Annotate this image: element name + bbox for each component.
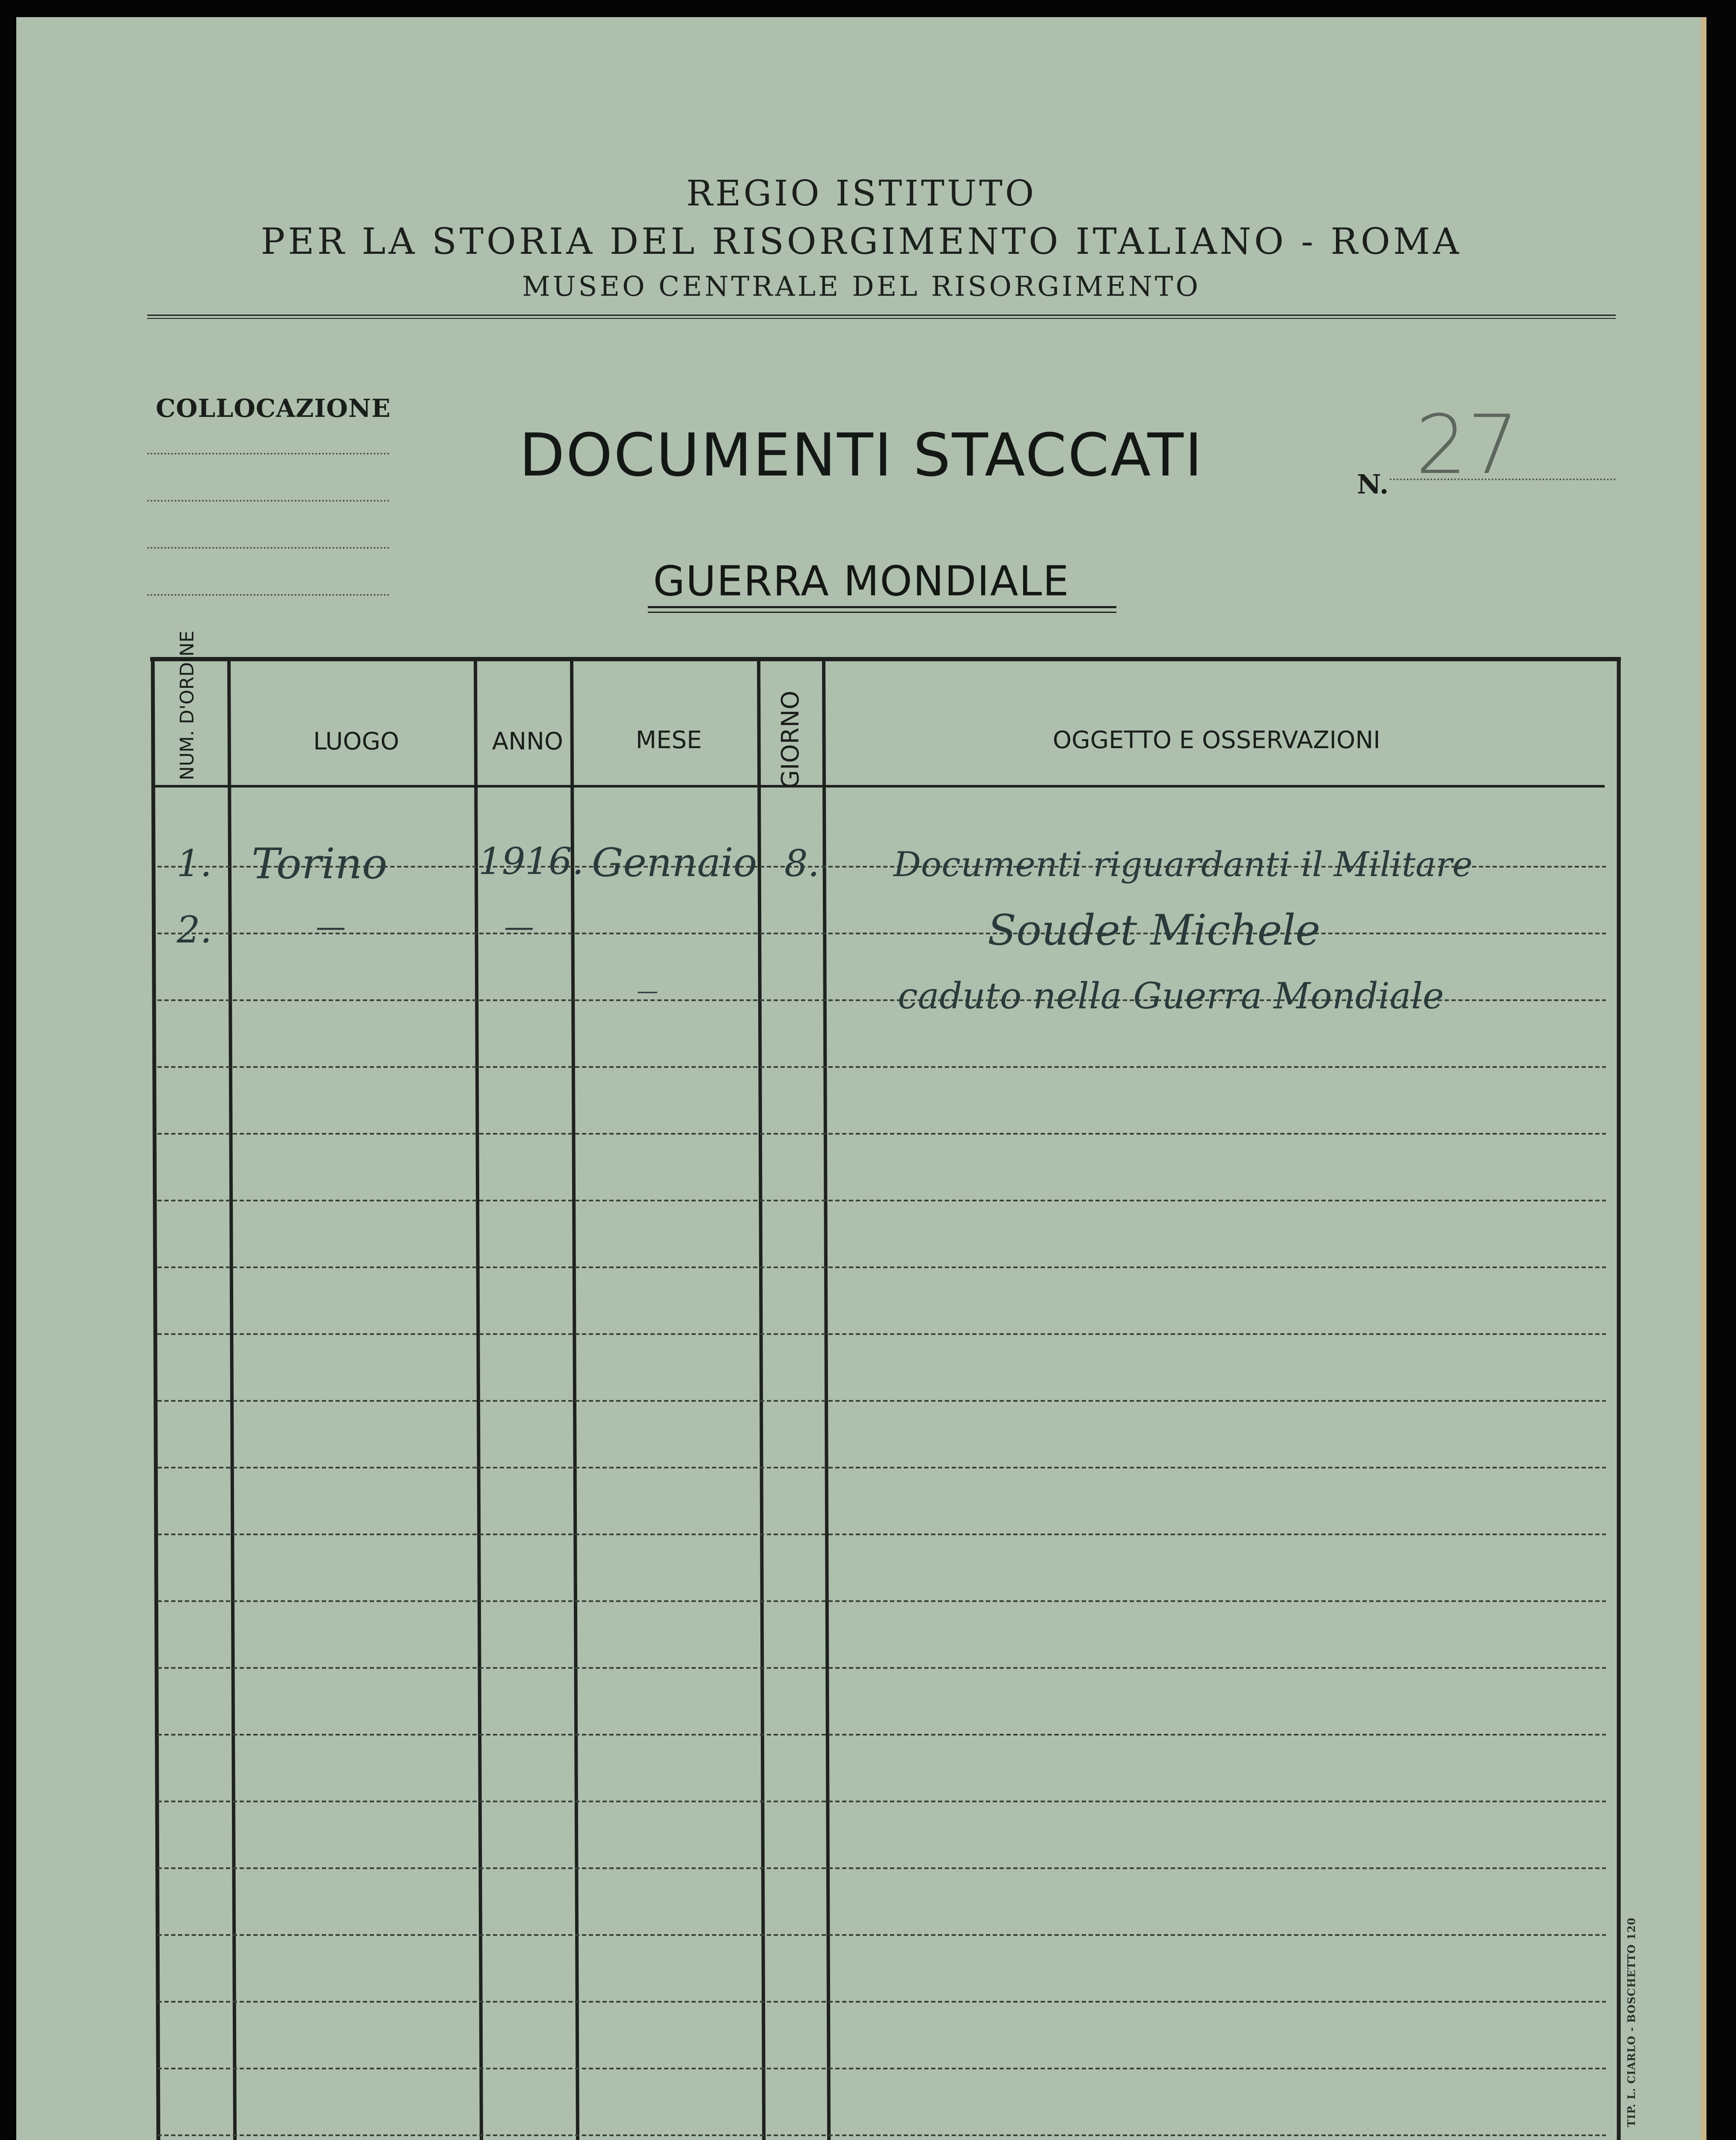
institute-full-name: PER LA STORIA DEL RISORGIMENTO ITALIANO - ROMA (261, 220, 1462, 262)
row1-giorno: 8. (784, 842, 820, 885)
row3-mese: — (637, 978, 658, 1003)
col-header-num-ordine: NUM. D'ORDINE (176, 630, 198, 781)
col-header-luogo: LUOGO (313, 728, 399, 755)
row1-num: 1. (177, 842, 212, 885)
row2-anno: — (504, 909, 534, 944)
row2-oggetto: Soudet Michele (988, 906, 1321, 955)
institute-name: REGIO ISTITUTO (686, 173, 1037, 214)
collocazione-label: COLLOCAZIONE (156, 394, 391, 423)
col-header-giorno: GIORNO (777, 690, 804, 789)
ruled-lines (157, 867, 1606, 2140)
row1-mese: Gennaio (592, 840, 757, 886)
row2-luogo: — (316, 909, 346, 944)
col-header-oggetto: OGGETTO E OSSERVAZIONI (1053, 726, 1380, 754)
col-header-mese: MESE (635, 726, 702, 754)
number-value: 27 (1416, 398, 1519, 492)
printer-imprint: TIP. L. CIARLO - BOSCHETTO 120 (1625, 1917, 1638, 2127)
document-title: DOCUMENTI STACCATI (519, 421, 1204, 490)
row1-anno: 1916. (478, 840, 584, 883)
record-sheet (16, 17, 1706, 2140)
col-header-anno: ANNO (492, 728, 564, 755)
table-left-border (153, 657, 159, 2140)
museum-name: MUSEO CENTRALE DEL RISORGIMENTO (522, 271, 1201, 303)
row1-luogo: Torino (252, 840, 388, 889)
section-subtitle: GUERRA MONDIALE (653, 557, 1070, 605)
row2-num: 2. (177, 909, 212, 951)
register-table (16, 17, 1706, 2140)
row1-oggetto: Documenti riguardanti il Militare (893, 844, 1473, 884)
row3-oggetto: caduto nella Guerra Mondiale (898, 975, 1444, 1017)
table-top-border (150, 657, 1621, 661)
number-label: N. (1357, 469, 1389, 500)
